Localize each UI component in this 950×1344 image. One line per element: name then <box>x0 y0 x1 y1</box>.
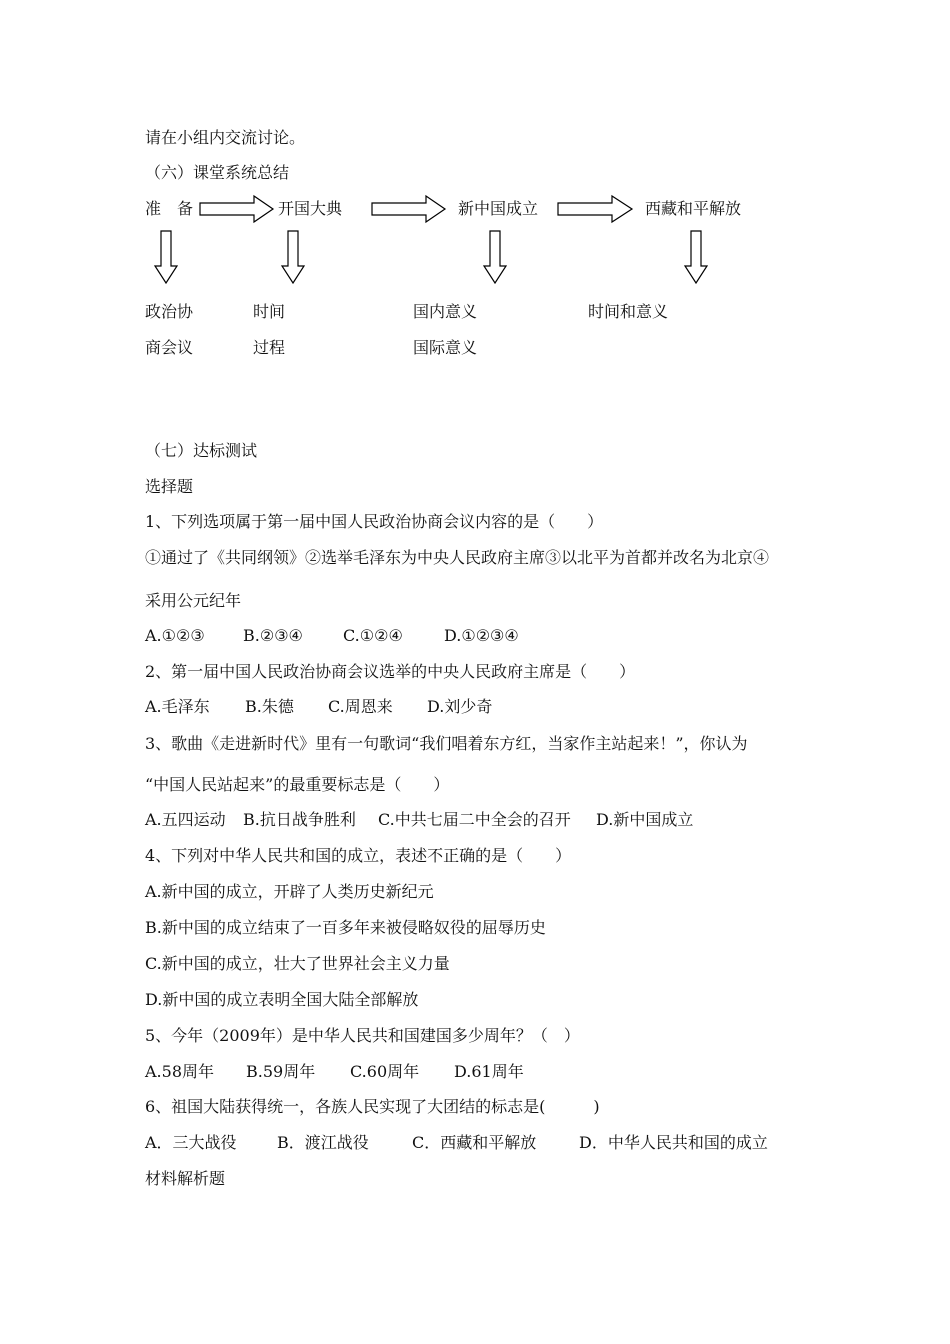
right-arrow-icon <box>372 196 445 222</box>
q5-option-c: C.60周年 <box>350 1062 420 1081</box>
q4-option-b: B.新中国的成立结束了一百多年来被侵略奴役的屈辱历史 <box>145 918 546 937</box>
flow-arrows <box>0 0 950 300</box>
q2-stem: 2、第一届中国人民政治协商会议选举的中央人民政府主席是（ ） <box>145 662 636 681</box>
node-tibet-liberation: 西藏和平解放 <box>645 199 742 218</box>
right-arrow-icon <box>558 196 632 222</box>
material-title: 材料解析题 <box>145 1169 226 1188</box>
q4-stem: 4、下列对中华人民共和国的成立，表述不正确的是（ ） <box>145 846 572 865</box>
q1-stem: 1、下列选项属于第一届中国人民政治协商会议内容的是（ ） <box>145 512 604 531</box>
q1-option-b: B.②③④ <box>243 626 303 645</box>
q4-option-c: C.新中国的成立，壮大了世界社会主义力量 <box>145 954 450 973</box>
q6-stem: 6、祖国大陆获得统一，各族人民实现了大团结的标志是( ) <box>145 1097 600 1116</box>
q6-option-c: C．西藏和平解放 <box>412 1133 537 1152</box>
detail-process: 过程 <box>253 338 286 357</box>
q3-stem: 3、歌曲《走进新时代》里有一句歌词“我们唱着东方红，当家作主站起来！”，你认为 <box>145 734 748 753</box>
q2-option-a: A.毛泽东 <box>145 697 210 716</box>
detail-domestic: 国内意义 <box>413 302 478 321</box>
detail-cppcc-1: 政治协 <box>145 302 194 321</box>
node-founding-ceremony: 开国大典 <box>278 199 343 218</box>
detail-international: 国际意义 <box>413 338 478 357</box>
q5-option-b: B.59周年 <box>246 1062 316 1081</box>
q3-stem-line2: “中国人民站起来”的最重要标志是（ ） <box>145 775 450 794</box>
q1-option-a: A.①②③ <box>145 626 205 645</box>
q1-option-d: D.①②③④ <box>444 626 519 645</box>
q2-option-c: C.周恩来 <box>328 697 393 716</box>
q5-stem: 5、今年（2009年）是中华人民共和国建国多少周年？（ ） <box>145 1026 580 1045</box>
intro-text: 请在小组内交流讨论。 <box>145 128 306 147</box>
q3-option-b: B.抗日战争胜利 <box>243 810 356 829</box>
q4-option-a: A.新中国的成立，开辟了人类历史新纪元 <box>145 882 434 901</box>
q1-stem-line3: 采用公元纪年 <box>145 591 242 610</box>
q2-option-b: B.朱德 <box>245 697 294 716</box>
q5-option-a: A.58周年 <box>145 1062 215 1081</box>
q4-option-d: D.新中国的成立表明全国大陆全部解放 <box>145 990 419 1009</box>
node-new-china: 新中国成立 <box>458 199 539 218</box>
choice-title: 选择题 <box>145 477 194 496</box>
down-arrow-icon <box>155 231 177 283</box>
q2-option-d: D.刘少奇 <box>427 697 493 716</box>
down-arrow-icon <box>685 231 707 283</box>
detail-cppcc-2: 商会议 <box>145 338 194 357</box>
detail-time: 时间 <box>253 302 286 321</box>
q3-option-d: D.新中国成立 <box>596 810 694 829</box>
q3-option-c: C.中共七届二中全会的召开 <box>378 810 571 829</box>
right-arrow-icon <box>200 196 273 222</box>
q3-option-a: A.五四运动 <box>145 810 226 829</box>
section7-heading: （七）达标测试 <box>145 441 258 460</box>
q6-option-a: A．三大战役 <box>145 1133 237 1152</box>
q1-option-c: C.①②④ <box>343 626 403 645</box>
node-preparation: 准 备 <box>145 199 194 218</box>
down-arrow-icon <box>484 231 506 283</box>
section6-heading: （六）课堂系统总结 <box>145 163 290 182</box>
q6-option-d: D．中华人民共和国的成立 <box>579 1133 768 1152</box>
detail-time-meaning: 时间和意义 <box>588 302 669 321</box>
q6-option-b: B．渡江战役 <box>277 1133 369 1152</box>
down-arrow-icon <box>282 231 304 283</box>
q5-option-d: D.61周年 <box>454 1062 524 1081</box>
q1-stem-line2: ①通过了《共同纲领》②选举毛泽东为中央人民政府主席③以北平为首都并改名为北京④ <box>145 548 770 567</box>
